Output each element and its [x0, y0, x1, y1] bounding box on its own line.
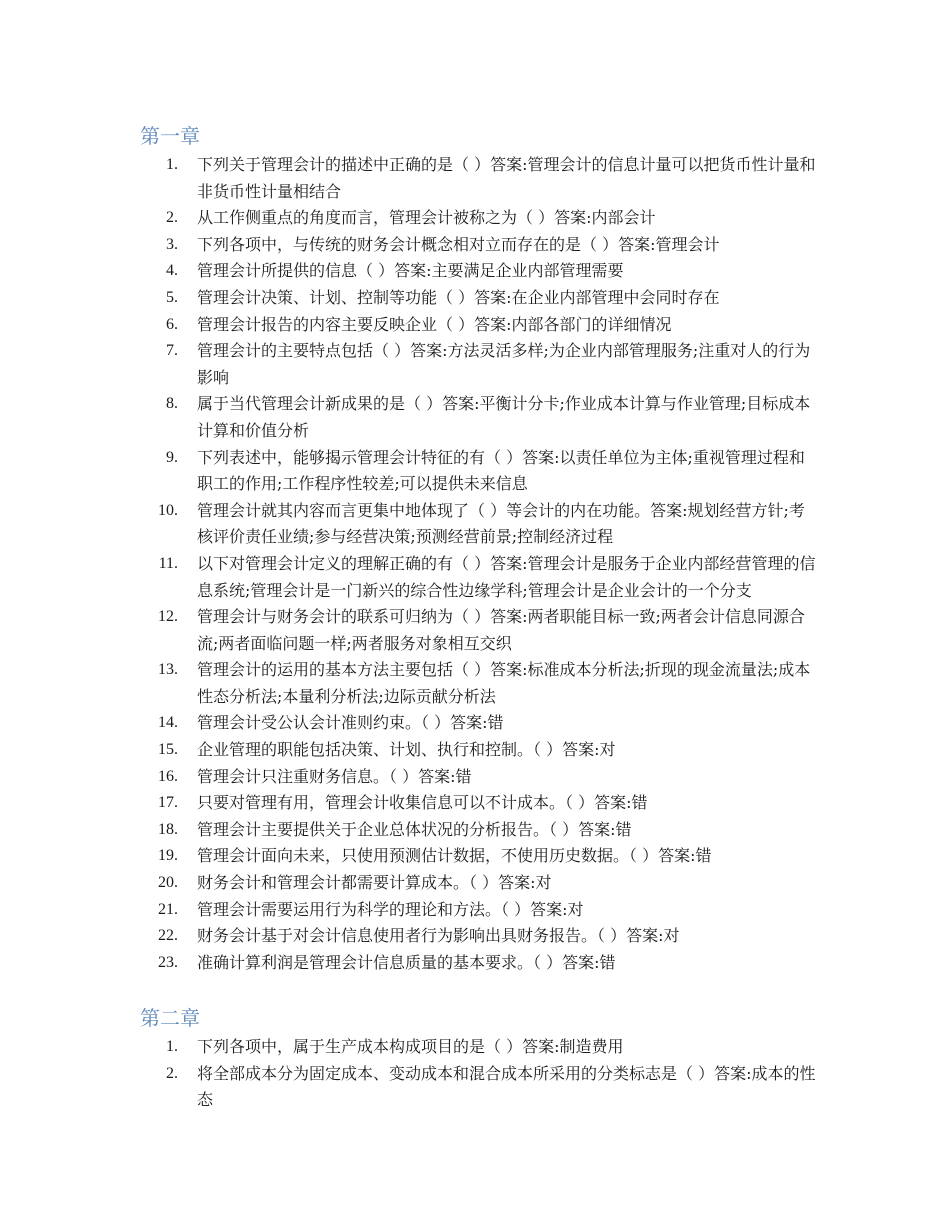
item-text: 管理会计决策、计划、控制等功能（ ）答案:在企业内部管理中会同时存在: [197, 287, 720, 307]
item-text: 只要对管理有用，管理会计收集信息可以不计成本。（ ）答案:错: [197, 793, 648, 813]
item-number: 16.: [158, 767, 178, 785]
chapter-title: 第一章: [140, 124, 200, 148]
item-text: 下列各项中，与传统的财务会计概念相对立而存在的是（ ）答案:管理会计: [197, 234, 720, 254]
item-text: 管理会计与财务会计的联系可归纳为（ ）答案:两者职能目标一致;两者会计信息同源合流;两者面临问题一样;两者服务对象相互交织: [197, 607, 805, 653]
list-item: [140, 657, 820, 710]
list-item: [140, 843, 820, 870]
item-number: 10.: [158, 501, 178, 519]
item-text: 管理会计的运用的基本方法主要包括（ ）答案:标准成本分析法;折现的现金流量法;成本性态分析法;本量利分析法;边际贡献分析法: [197, 660, 811, 706]
list-item: [140, 710, 820, 737]
item-text: 下列表述中，能够揭示管理会计特征的有（ ）答案:以责任单位为主体;重视管理过程和职工的作用;工作程序性较差;可以提供未来信息: [197, 447, 805, 494]
list-item: [140, 897, 820, 924]
item-text: 管理会计主要提供关于企业总体状况的分析报告。（ ）答案:错: [197, 819, 632, 839]
chapter-2: [140, 1003, 820, 1114]
list-item: [140, 338, 820, 391]
item-text: 准确计算利润是管理会计信息质量的基本要求。（ ）答案:错: [197, 952, 616, 972]
question-list: [140, 1034, 820, 1114]
item-number: 21.: [158, 900, 178, 918]
item-number: 1.: [166, 1038, 178, 1055]
item-number: 9.: [166, 448, 178, 466]
list-item: [140, 870, 820, 897]
item-number: 20.: [158, 874, 178, 892]
item-text: 将全部成本分为固定成本、变动成本和混合成本所采用的分类标志是（ ）答案:成本的性态: [197, 1063, 816, 1110]
item-number: 22.: [158, 927, 178, 945]
item-text: 管理会计受公认会计准则约束。（ ）答案:错: [197, 713, 504, 733]
item-text: 企业管理的职能包括决策、计划、执行和控制。（ ）答案:对: [197, 740, 616, 760]
list-item: [140, 604, 820, 657]
list-item: [140, 205, 820, 232]
list-item: [140, 817, 820, 844]
list-item: [140, 1061, 820, 1114]
item-number: 2.: [166, 1064, 178, 1082]
item-number: 13.: [158, 661, 178, 679]
item-text: 管理会计面向未来，只使用预测估计数据，不使用历史数据。（ ）答案:错: [197, 846, 712, 866]
question-list: [140, 152, 820, 976]
item-number: 19.: [158, 847, 178, 865]
list-item: [140, 391, 820, 444]
list-item: [140, 152, 820, 205]
item-number: 17.: [158, 794, 178, 812]
item-text: 财务会计和管理会计都需要计算成本。（ ）答案:对: [197, 873, 552, 893]
item-number: 6.: [166, 315, 178, 333]
item-text: 财务会计基于对会计信息使用者行为影响出具财务报告。（ ）答案:对: [197, 926, 680, 946]
item-number: 18.: [158, 820, 178, 838]
list-item: [140, 950, 820, 977]
item-text: 管理会计的主要特点包括（ ）答案:方法灵活多样;为企业内部管理服务;注重对人的行为影响: [197, 341, 811, 387]
list-item: [140, 232, 820, 259]
list-item: [140, 285, 820, 312]
item-number: 2.: [166, 209, 178, 227]
item-number: 5.: [166, 288, 178, 306]
item-number: 1.: [166, 156, 178, 173]
list-item: [140, 445, 820, 498]
item-text: 管理会计只注重财务信息。（ ）答案:错: [197, 766, 472, 786]
item-number: 7.: [166, 342, 178, 360]
item-number: 15.: [158, 741, 178, 759]
chapter-title: 第二章: [140, 1006, 200, 1030]
item-number: 14.: [158, 714, 178, 732]
item-text: 以下对管理会计定义的理解正确的有（ ）答案:管理会计是服务于企业内部经营管理的信息系统;管理会计是一门新兴的综合性边缘学科;管理会计是企业会计的一个分支: [197, 553, 816, 600]
item-number: 23.: [158, 953, 178, 971]
item-text: 属于当代管理会计新成果的是（ ）答案:平衡计分卡;作业成本计算与作业管理;目标成本计算和价值分析: [197, 394, 811, 440]
item-text: 从工作侧重点的角度而言，管理会计被称之为（ ）答案:内部会计: [197, 208, 656, 228]
item-text: 管理会计就其内容而言更集中地体现了（ ）等会计的内在功能。答案:规划经营方针;考核评价责任业绩;参与经营决策;预测经营前景;控制经济过程: [197, 500, 805, 547]
chapter-1: [140, 121, 820, 976]
list-item: [140, 923, 820, 950]
list-item: [140, 312, 820, 339]
item-number: 8.: [166, 395, 178, 413]
list-item: [140, 498, 820, 551]
list-item: [140, 790, 820, 817]
item-text: 管理会计需要运用行为科学的理论和方法。（ ）答案:对: [197, 899, 584, 919]
list-item: [140, 258, 820, 285]
item-text: 下列各项中，属于生产成本构成项目的是（ ）答案:制造费用: [197, 1037, 624, 1056]
item-number: 4.: [166, 262, 178, 280]
list-item: [140, 551, 820, 604]
item-text: 下列关于管理会计的描述中正确的是（ ）答案:管理会计的信息计量可以把货币性计量和非货币性计量相结合: [197, 155, 816, 201]
item-text: 管理会计报告的内容主要反映企业（ ）答案:内部各部门的详细情况: [197, 314, 672, 334]
item-number: 11.: [158, 554, 178, 572]
list-item: [140, 1034, 820, 1061]
item-number: 12.: [158, 608, 178, 626]
item-number: 3.: [166, 235, 178, 253]
item-text: 管理会计所提供的信息（ ）答案:主要满足企业内部管理需要: [197, 261, 624, 281]
list-item: [140, 737, 820, 764]
list-item: [140, 764, 820, 791]
